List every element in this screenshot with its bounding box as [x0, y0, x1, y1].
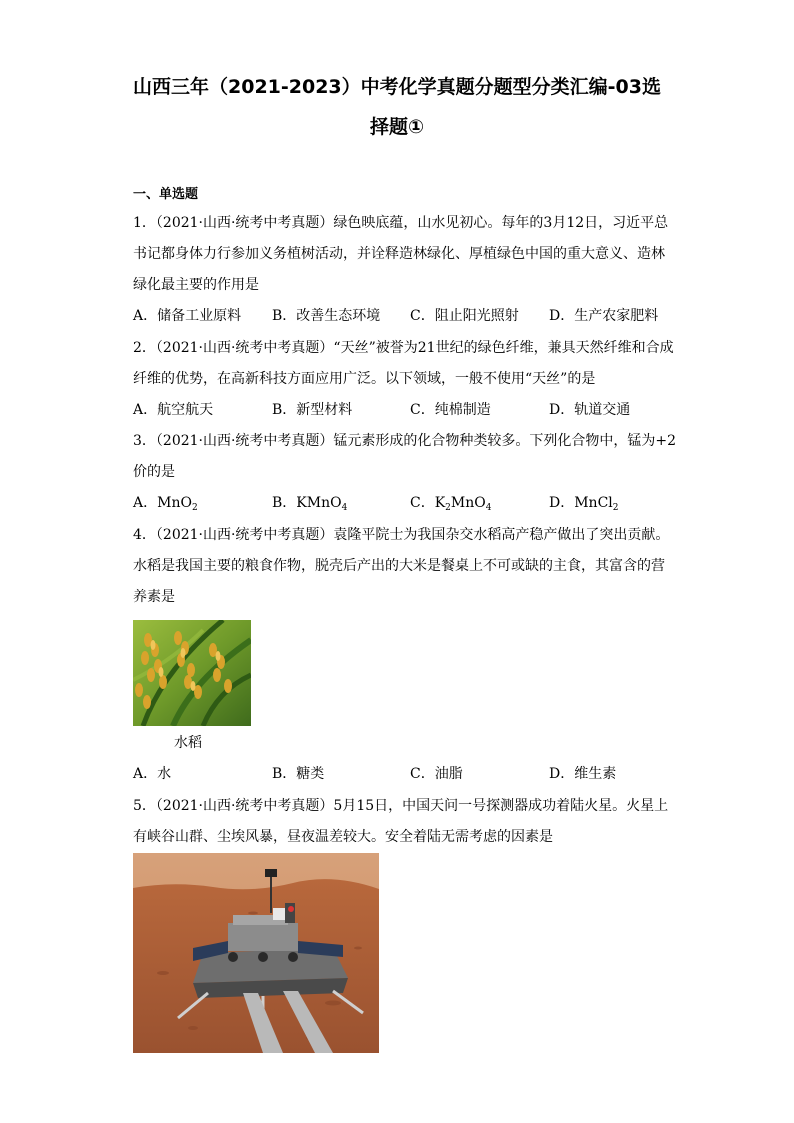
q3-option-d: D．MnCl$_2$: [549, 495, 619, 513]
q2-stem-line-1: 2．（2021·山西·统考中考真题）“天丝”被誉为21世纪的绿色纤维，兼具天然纤维和合成: [133, 340, 674, 356]
q1-option-c: C．阻止阳光照射: [410, 308, 519, 324]
rice-caption: 水稻: [174, 735, 202, 751]
q3-option-a: A．MnO$_2$: [133, 495, 198, 513]
document-title-line-1: 山西三年（2021-2023）中考化学真题分题型分类汇编-03选: [133, 76, 661, 98]
rice-illustration: [133, 620, 251, 726]
document-title-line-2: 择题①: [369, 116, 425, 138]
q3-option-c: C．$K_2MnO_4$: [410, 495, 492, 513]
q4-stem-line-3: 养素是: [133, 589, 175, 605]
q1-stem-line-3: 绿化最主要的作用是: [133, 277, 259, 293]
q3-option-b: B．KMnO$_4$: [272, 495, 348, 513]
q2-option-b: B．新型材料: [272, 402, 353, 418]
q4-option-c: C．油脂: [410, 766, 463, 782]
q2-option-d: D．轨道交通: [549, 402, 631, 418]
q5-stem-line-1: 5．（2021·山西·统考中考真题）5月15日，中国天问一号探测器成功着陆火星。火星上: [133, 798, 669, 814]
q3-stem-line-1: 3．（2021·山西·统考中考真题）锰元素形成的化合物种类较多。下列化合物中，锰为+2: [133, 433, 677, 449]
q4-option-a: A．水: [133, 766, 172, 782]
q1-option-b: B．改善生态环境: [272, 308, 381, 324]
rice-photo: [133, 620, 251, 726]
q1-option-d: D．生产农家肥料: [549, 308, 659, 324]
q3-stem-line-2: 价的是: [133, 464, 175, 480]
q2-option-a: A．航空航天: [133, 402, 214, 418]
mars-rover-photo: [133, 853, 379, 1053]
q4-stem-line-2: 水稻是我国主要的粮食作物，脱壳后产出的大米是餐桌上不可或缺的主食，其富含的营: [133, 558, 665, 574]
q4-option-b: B．糖类: [272, 766, 325, 782]
q1-stem-line-2: 书记都身体力行参加义务植树活动，并诠释造林绿化、厚植绿色中国的重大意义、造林: [133, 246, 665, 262]
section-heading: 一、单选题: [133, 187, 199, 202]
mars-rover-illustration: [133, 853, 379, 1053]
q2-option-c: C．纯棉制造: [410, 402, 491, 418]
q4-stem-line-1: 4．（2021·山西·统考中考真题）袁隆平院士为我国杂交水稻高产稳产做出了突出贡献。: [133, 527, 670, 543]
q5-stem-line-2: 有峡谷山群、尘埃风暴，昼夜温差较大。安全着陆无需考虑的因素是: [133, 829, 553, 845]
q4-option-d: D．维生素: [549, 766, 617, 782]
q1-stem-line-1: 1．（2021·山西·统考中考真题）绿色映底蕴，山水见初心。每年的3月12日，习近平总: [133, 215, 669, 231]
q2-stem-line-2: 纤维的优势，在高新科技方面应用广泛。以下领域，一般不使用“天丝”的是: [133, 371, 596, 387]
q1-option-a: A．储备工业原料: [133, 308, 242, 324]
